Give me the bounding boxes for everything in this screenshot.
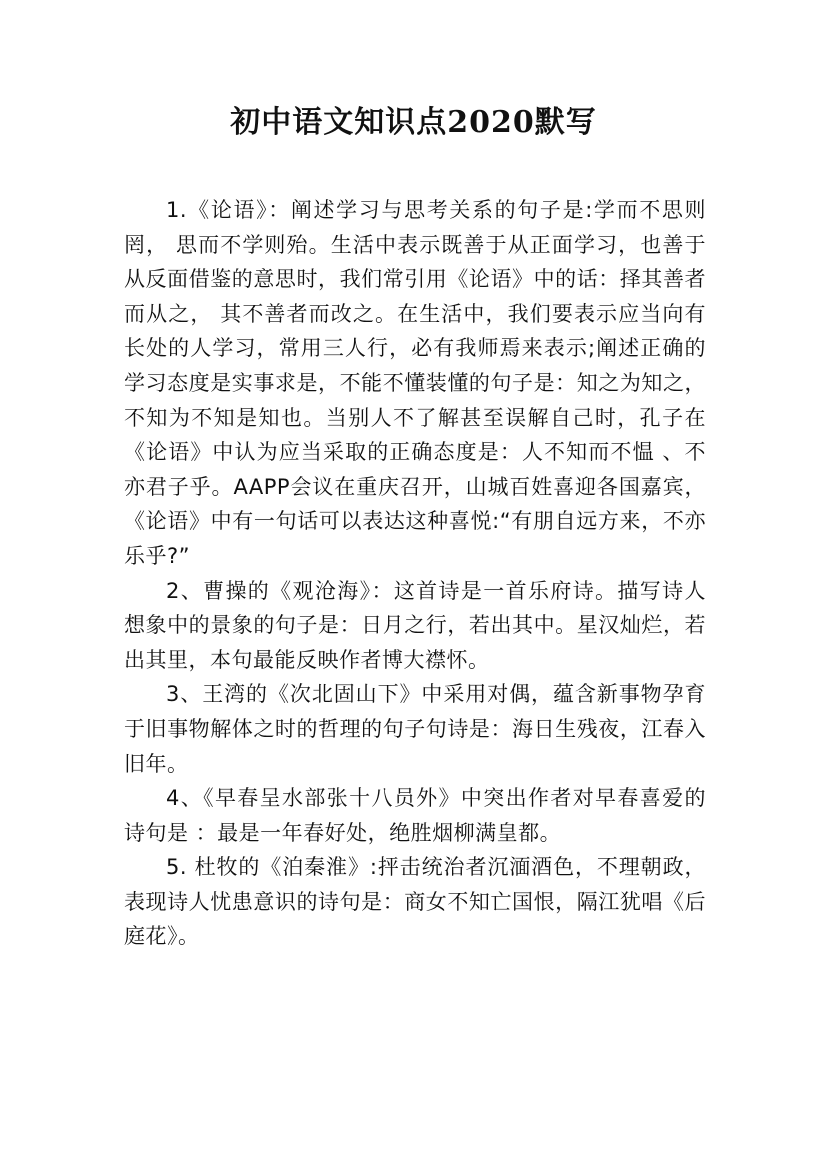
paragraph-4: 4、《早春呈水部张十八员外》中突出作者对早春喜爱的诗句是 ：最是一年春好处，绝胜烟柳满皇都。 [124, 786, 706, 845]
paragraph-2: 2、曹操的《观沧海》：这首诗是一首乐府诗。描写诗人想象中的景象的句子是：日月之行，若出其中。星汉灿烂，若出其里，本句最能反映作者博大襟怀。 [124, 578, 706, 672]
paragraph-1: 1.《论语》：阐述学习与思考关系的句子是:学而不思则罔， 思而不学则殆。生活中表示既善于从正面学习，也善于从反面借鉴的意思时，我们常引用《论语》中的话：择其善者而从之， 其不善者而改之。在生活中，我们要表示应当向有长处的人学习，常用三人行，必有我师焉来表示;阐述正确的学习态度是实事求是，不能不懂装懂的句子是：知之为知之，不知为不知是知也。当别人不了解甚至误解自己时，孔子在《论语》中认为应当采取的正确态度是：人不知而不愠 、不亦君子乎。AAPP会议在重庆召开，山城百姓喜迎各国嘉宾，《论语》中有一句话可以表达这种喜悦:“有朋自远方来，不亦乐乎?” [124, 198, 706, 568]
paragraph-5: 5. 杜牧的《泊秦淮》:抨击统治者沉湎酒色，不理朝政，表现诗人忧患意识的诗句是：商女不知亡国恨，隔江犹唱《后庭花》。 [124, 855, 706, 949]
paragraph-3: 3、王湾的《次北固山下》中采用对偶，蕴含新事物孕育于旧事物解体之时的哲理的句子句诗是：海日生残夜，江春入旧年。 [124, 682, 706, 776]
page-title: 初中语文知识点2020默写 [230, 105, 597, 140]
document-body [124, 193, 706, 954]
